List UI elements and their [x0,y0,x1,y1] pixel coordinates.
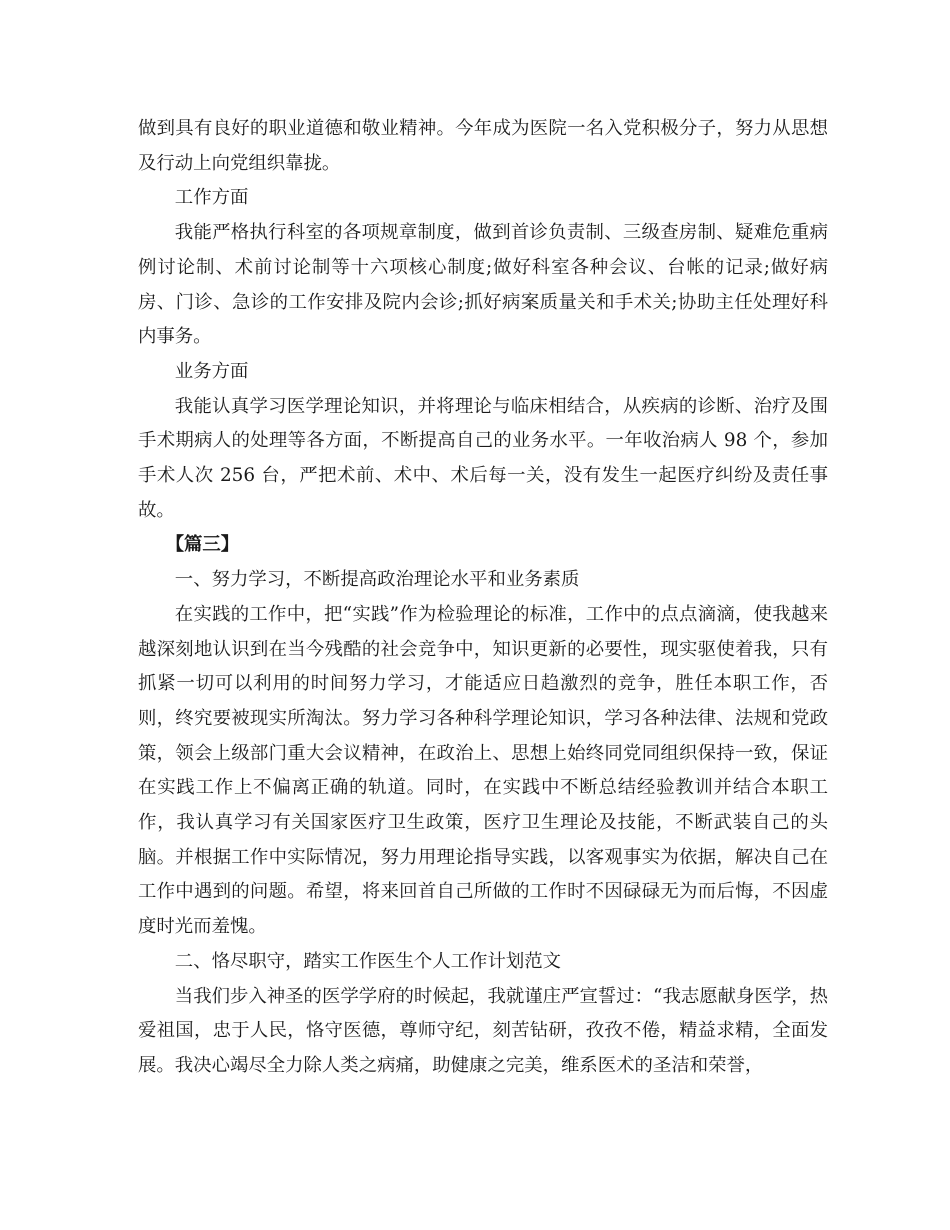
paragraph-party-activist: 做到具有良好的职业道德和敬业精神。今年成为医院一名入党积极分子，努力从思想及行动上向党组织靠拢。 [138,118,828,174]
heading-business-aspect: 业务方面 [174,360,249,382]
paragraph-oath: 当我们步入神圣的医学学府的时候起，我就谨庄严宣誓过：“我志愿献身医学，热爱祖国，忠于人民，恪守医德，尊师守纪，刻苦钻研，孜孜不倦，精益求精，全面发展。我决心竭尽全力除人类之病痛，助健康之完美，维系医术的圣洁和荣誉， [138,985,828,1076]
heading-study-hard: 一、努力学习，不断提高政治理论水平和业务素质 [174,569,580,591]
paragraph-work-rules: 我能严格执行科室的各项规章制度，做到首诊负责制、三级查房制、疑难危重病例讨论制、术前讨论制等十六项核心制度;做好科室各种会议、台帐的记录;做好病房、门诊、急诊的工作安排及院内会诊;抓好病案质量关和手术关;协助主任处理好科内事务。 [138,222,828,348]
heading-dedication: 二、恪尽职守，踏实工作医生个人工作计划范文 [174,950,562,972]
document-body [138,112,828,1084]
paragraph-practice-learning: 在实践的工作中，把“实践”作为检验理论的标准，工作中的点点滴滴，使我越来越深刻地认识到在当今残酷的社会竞争中，知识更新的必要性，现实驱使着我，只有抓紧一切可以利用的时间努力学习，才能适应日趋激烈的竞争，胜任本职工作，否则，终究要被现实所淘汰。努力学习各种科学理论知识，学习各种法律、法规和党政策，领会上级部门重大会议精神，在政治上、思想上始终同党同组织保持一致，保证在实践工作上不偏离正确的轨道。同时，在实践中不断总结经验教训并结合本职工作，我认真学习有关国家医疗卫生政策，医疗卫生理论及技能，不断武装自己的头脑。并根据工作中实际情况，努力用理论指导实践，以客观事实为依据，解决自己在工作中遇到的问题。希望，将来回首自己所做的工作时不因碌碌无为而后悔，不因虚度时光而羞愧。 [138,603,828,938]
paragraph-business-study: 我能认真学习医学理论知识，并将理论与临床相结合，从疾病的诊断、治疗及围手术期病人的处理等各方面，不断提高自己的业务水平。一年收治病人 98 个，参加手术人次 256 台，严把术前、术中、术后每一关，没有发生一起医疗纠纷及责任事故。 [138,395,828,521]
heading-work-aspect: 工作方面 [174,187,249,209]
section-title-part-three: 【篇三】 [165,534,240,556]
